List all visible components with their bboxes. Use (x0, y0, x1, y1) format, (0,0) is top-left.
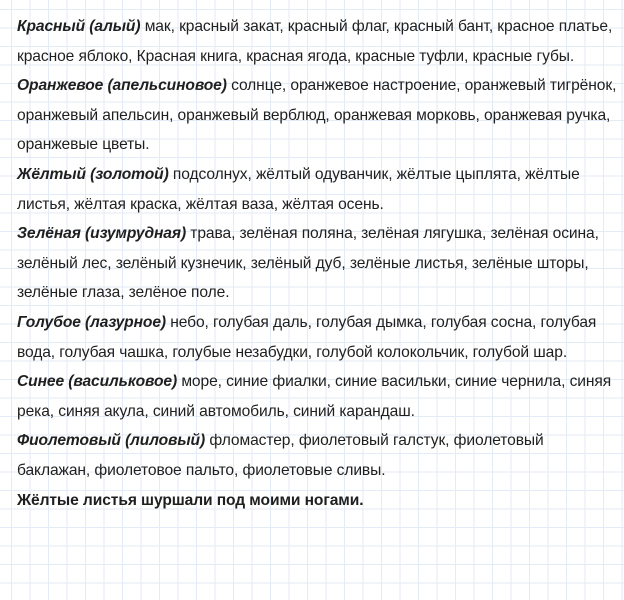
entry-term: Голубое (лазурное) (17, 313, 166, 331)
entry-words: море, синие фиалки, синие васильки, синие чернила, синяя река, синяя акула, синий автомобиль, синий карандаш. (17, 373, 612, 420)
entry-words: трава, зелёная поляна, зелёная лягушка, зелёная осина, зелёный лес, зелёный кузнечик, зелёный дуб, зелёные листья, зелёные шторы, зелёные глаза, зелёное поле. (17, 225, 599, 302)
entry-orange (17, 71, 617, 160)
answer-text (17, 12, 617, 515)
entry-words: небо, голубая даль, голубая дымка, голубая сосна, голубая вода, голубая чашка, голубые незабудки, голубой колокольчик, голубой шар. (17, 313, 597, 361)
entry-words: фломастер, фиолетовый галстук, фиолетовый баклажан, фиолетовое пальто, фиолетовые сливы. (17, 432, 544, 479)
entry-violet (17, 426, 617, 485)
entry-words: мак, красный закат, красный флаг, красный бант, красное платье, красное яблоко, Красная книга, красная ягода, красные туфли, красные губы. (17, 18, 613, 65)
entry-words: солнце, оранжевое настроение, оранжевый тигрёнок, оранжевый апельсин, оранжевый верблюд, оранжевая морковь, оранжевая ручка, оранжевые цветы. (17, 77, 617, 154)
example-sentence: Жёлтые листья шуршали под моими ногами. (17, 491, 364, 509)
entry-red (17, 12, 617, 71)
entry-term: Синее (васильковое) (17, 373, 178, 391)
entry-term: Оранжевое (апельсиновое) (17, 77, 227, 95)
entry-term: Зелёная (изумрудная) (17, 225, 187, 243)
entry-words: подсолнух, жёлтый одуванчик, жёлтые цыплята, жёлтые листья, жёлтая краска, жёлтая ваза, жёлтая осень. (17, 165, 580, 213)
entry-term: Красный (алый) (17, 18, 141, 35)
entry-term: Фиолетовый (лиловый) (17, 432, 206, 450)
entry-term: Жёлтый (золотой) (17, 165, 169, 183)
entry-yellow (17, 160, 617, 219)
entry-light-blue (17, 308, 617, 367)
entry-blue (17, 367, 617, 426)
entry-green (17, 219, 617, 308)
